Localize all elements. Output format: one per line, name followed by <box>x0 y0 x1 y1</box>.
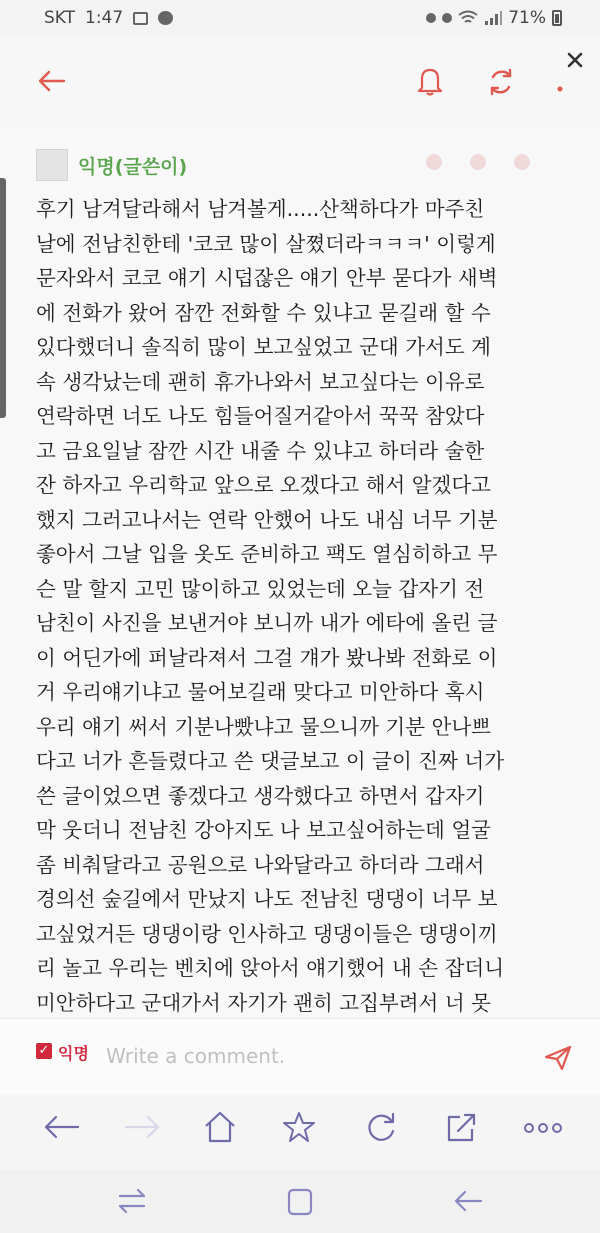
post-author-row <box>36 148 187 182</box>
scrap-icon[interactable] <box>514 154 530 170</box>
browser-back-icon[interactable] <box>44 1114 80 1140</box>
menu-more-icon[interactable] <box>524 1122 562 1134</box>
browser-toolbar <box>0 1094 600 1170</box>
reload-icon[interactable] <box>366 1112 396 1142</box>
browser-forward-icon[interactable] <box>124 1114 160 1140</box>
home-icon[interactable] <box>203 1111 237 1143</box>
send-icon[interactable] <box>544 1045 572 1071</box>
scroll-indicator[interactable] <box>0 178 6 418</box>
wifi-icon <box>458 10 478 26</box>
signal-icon <box>484 10 502 26</box>
comment-input[interactable] <box>106 1041 516 1071</box>
clock: 1:47 <box>85 8 124 28</box>
battery-percent: 71% <box>508 8 546 28</box>
post-author: 익명(글쓴이) <box>78 155 188 178</box>
battery-icon <box>552 10 562 26</box>
system-back-icon[interactable] <box>453 1188 483 1214</box>
home-button-icon[interactable] <box>287 1188 313 1216</box>
arrow-left-icon[interactable] <box>38 70 66 92</box>
share-icon[interactable] <box>446 1112 478 1142</box>
vibrate-icon <box>442 13 452 23</box>
like-icon[interactable] <box>426 154 442 170</box>
status-left <box>44 8 173 28</box>
post-body: 후기 남겨달라해서 남겨볼게.....산책하다가 마주친 날에 전남친한테 '코코 많이 살쪘더라ㅋㅋㅋ' 이렇게 문자와서 코코 얘기 시덥잖은 얘기 안부 묻다가 새벽 에 전화가 왔어 잠깐 전화할 수 있냐고 묻길래 할 수 있다했더니 솔직히 많이 보고싶었고 군대 가서도 계 속 생각났는데 괜히 휴가나와서 보고싶다는 이유로 연락하면 너도 나도 힘들어질거같아서 꾹꾹 참았다 고 금요일날 잠깐 시간 내줄 수 있냐고 하더라 술한 잔 하자고 우리학교 앞으로 오겠다고 해서 알겠다고 했지 그러고나서는 연락 안했어 나도 내심 너무 기분 좋아서 그날 입을 옷도 준비하고 팩도 열심히하고 무 슨 말 할지 고민 많이하고 있었는데 오늘 갑자기 전 남친이 사진을 보낸거야 보니까 내가 에타에 올린 글 이 어딘가에 퍼날라져서 그걸 걔가 봤나봐 전화로 이 거 우리얘기냐고 물어보길래 맞다고 미안하다 혹시 우리 얘기 써서 기분나빴냐고 물으니까 기분 안나쁘 다고 너가 흔들렸다고 쓴 댓글보고 이 글이 진짜 너가 쓴 글이었으면 좋겠다고 생각했다고 하면서 갑자기 막 웃더니 전남친 강아지도 나 보고싶어하는데 얼굴 좀 비춰달라고 공원으로 나와달라고 하더라 그래서 경의선 숲길에서 만났지 나도 전남친 댕댕이 너무 보 고싶었거든 댕댕이랑 인사하고 댕댕이들은 댕댕이끼 리 놀고 우리는 벤치에 앉아서 얘기했어 내 손 잡더니 미안하다고 군대가서 자기가 괜히 고집부려서 너 못 <box>36 197 504 1015</box>
post <box>0 128 600 1018</box>
app-bar <box>0 36 600 128</box>
recent-apps-icon[interactable] <box>117 1188 147 1214</box>
refresh-icon[interactable] <box>487 68 515 96</box>
bookmark-star-icon[interactable] <box>283 1111 315 1143</box>
status-right <box>426 8 562 28</box>
post-actions <box>426 154 530 170</box>
carrier-label: SKT <box>44 8 76 28</box>
anonymous-label: 익명 <box>58 1044 89 1063</box>
comment-icon[interactable] <box>470 154 486 170</box>
bell-icon[interactable] <box>417 66 443 96</box>
alarm-icon <box>426 13 436 23</box>
gallery-notification-icon <box>133 12 148 25</box>
comment-bar <box>0 1018 600 1094</box>
chat-notification-icon <box>158 11 173 25</box>
status-bar <box>0 0 600 36</box>
system-nav-bar <box>0 1170 600 1233</box>
close-icon[interactable] <box>567 52 583 68</box>
more-options-icon[interactable] <box>557 86 563 92</box>
anonymous-checkbox[interactable]: ✓ <box>36 1043 52 1059</box>
avatar <box>36 149 68 181</box>
